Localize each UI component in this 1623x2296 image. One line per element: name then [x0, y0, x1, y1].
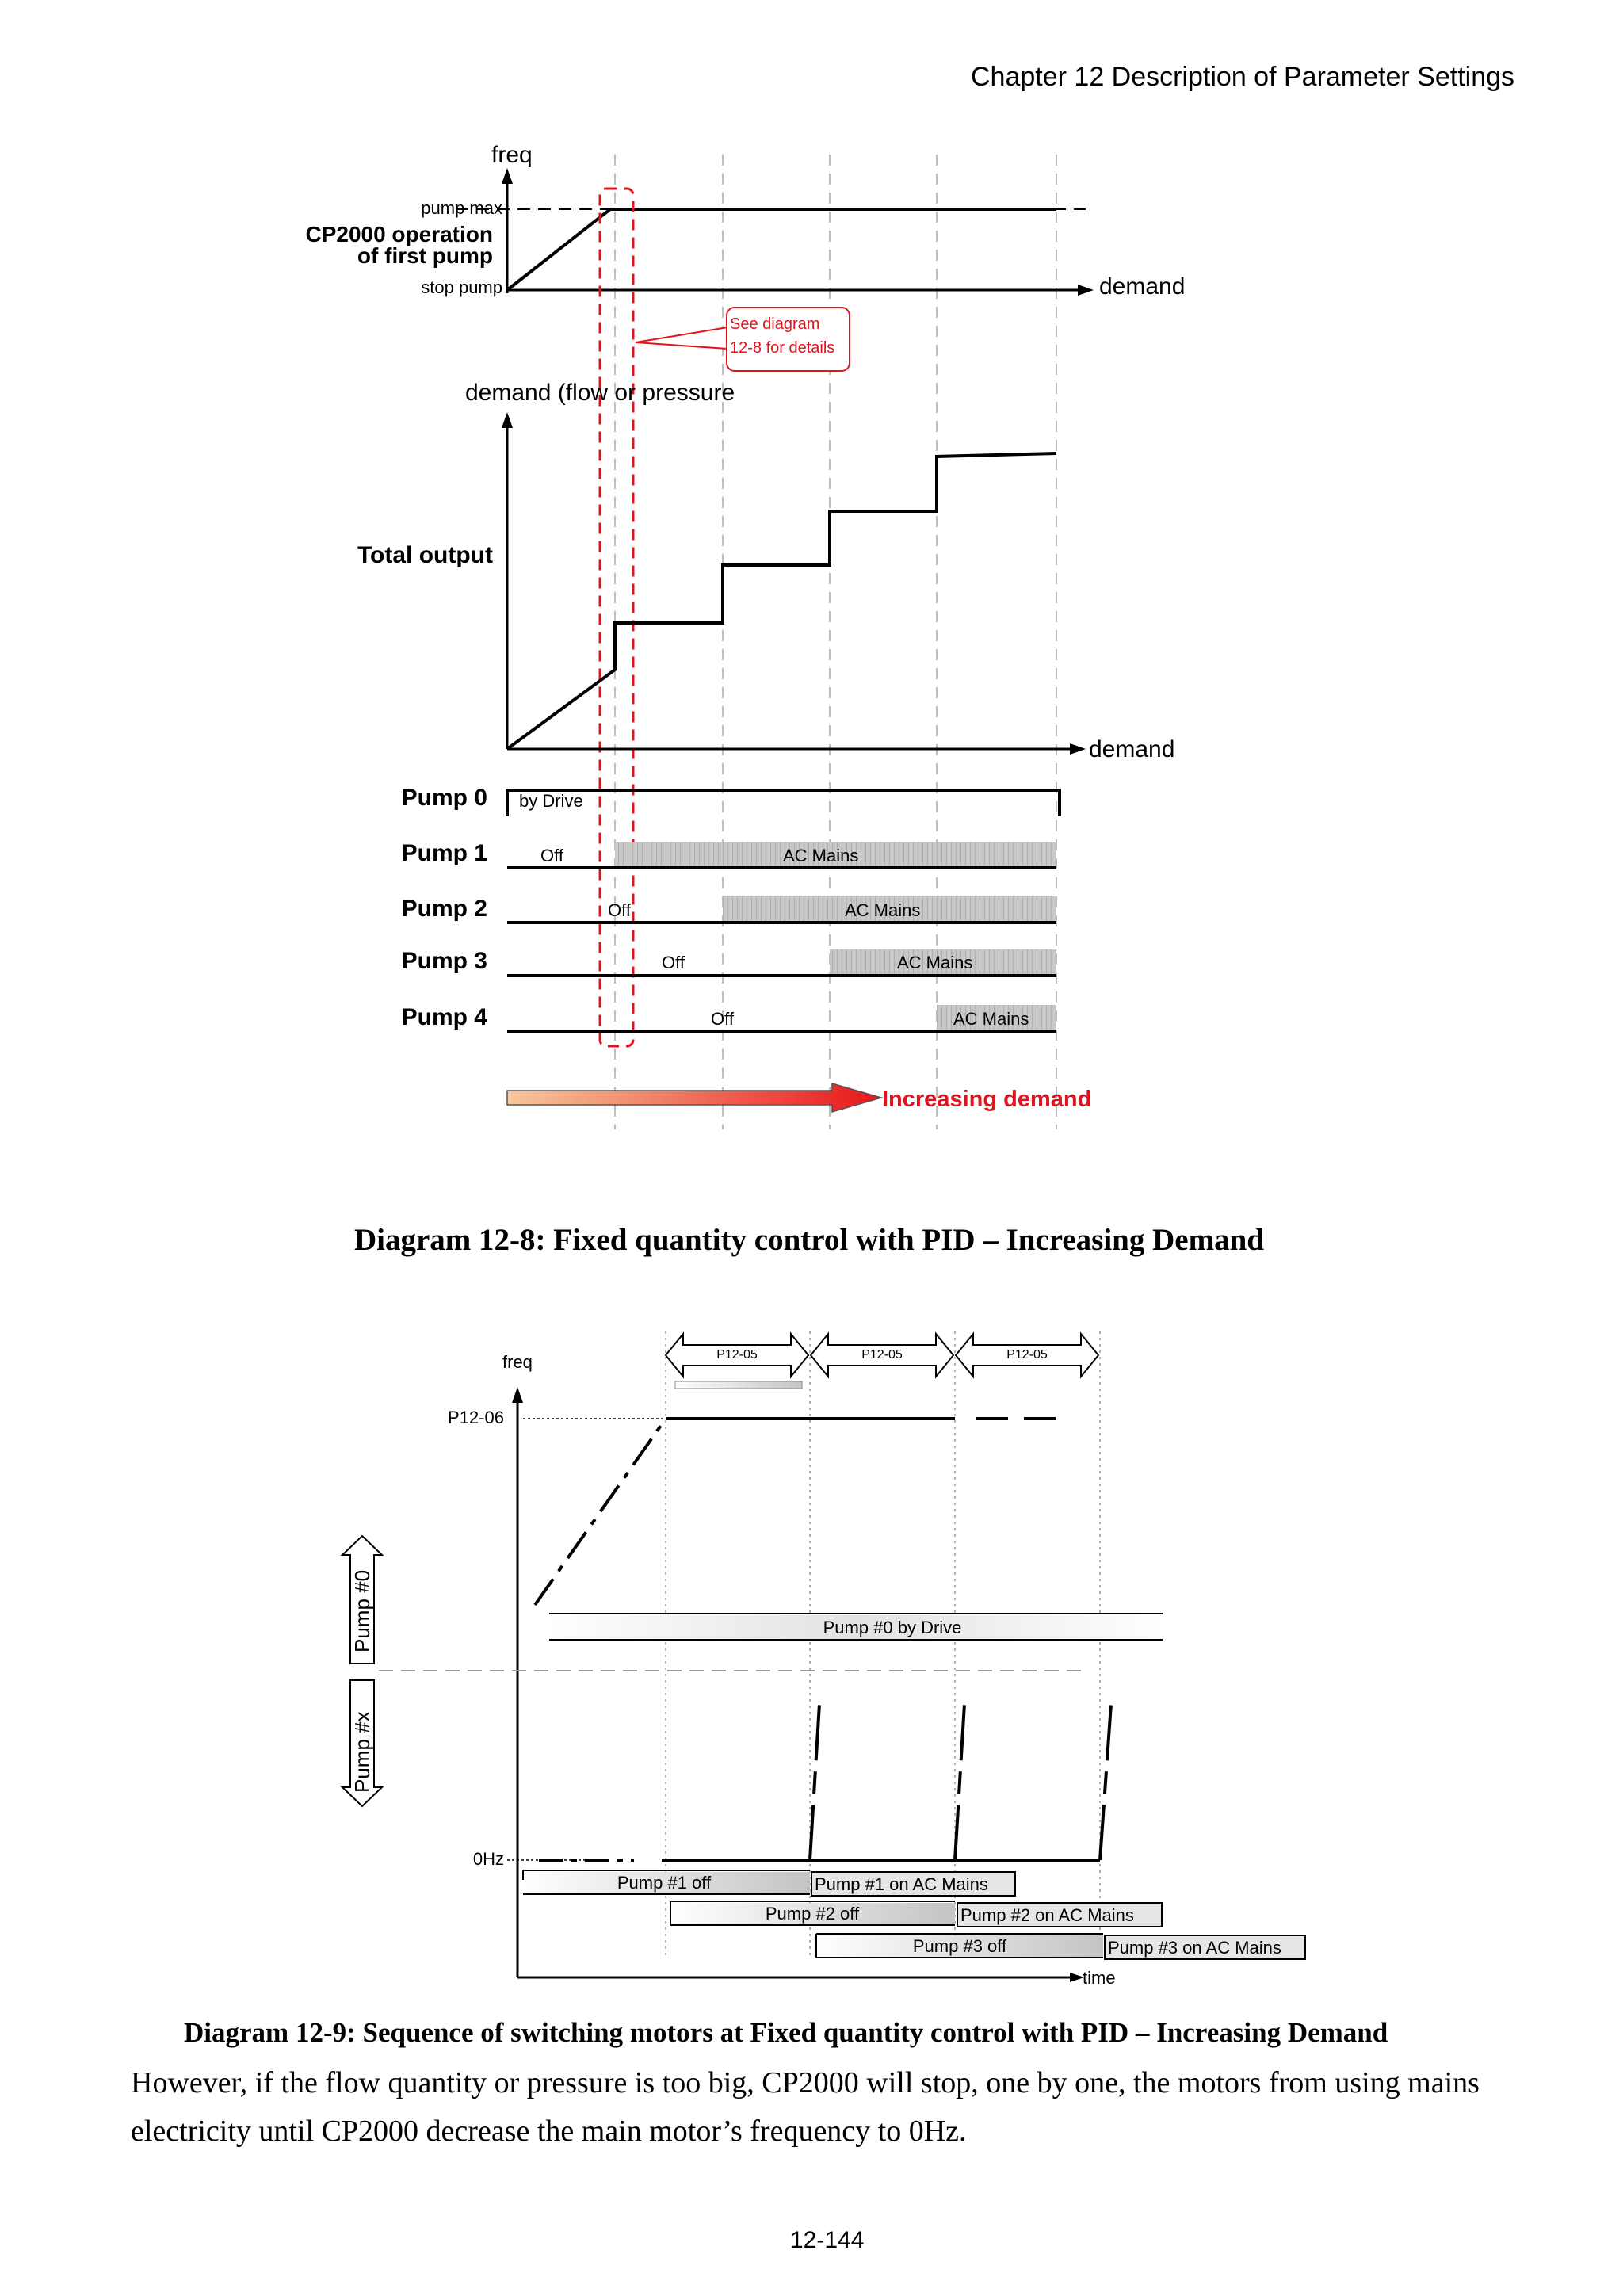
pump-3-mains: AC Mains: [897, 953, 973, 972]
caption-diagram-12-8: Diagram 12-8: Fixed quantity control with PID – Increasing Demand: [354, 1223, 1264, 1257]
pump-3-label: Pump 3: [401, 948, 487, 974]
pump0-side-label: Pump #0: [350, 1569, 374, 1652]
pump-1-mains: AC Mains: [783, 846, 859, 865]
demand-axis-label-top: demand: [1099, 273, 1186, 300]
interval-label-2: P12-05: [861, 1348, 903, 1362]
interval-small-bar: [675, 1381, 802, 1389]
pump-1-label: Pump 1: [401, 840, 487, 866]
pump-4-label: Pump 4: [401, 1004, 487, 1030]
callout-line1: See diagram: [730, 315, 820, 333]
pump-2-mains: AC Mains: [845, 900, 921, 920]
pump-1-off: Off: [540, 846, 563, 865]
freq-axis-12-9-arrowhead: [512, 1387, 523, 1403]
demand-axis-title: demand (flow or pressure: [465, 380, 735, 406]
interval-label-1: P12-05: [716, 1348, 758, 1362]
caption-diagram-12-9: Diagram 12-9: Sequence of switching motors at Fixed quantity control with PID – Increasing Demand: [184, 2017, 1388, 2048]
pump-1-off-label: Pump #1 off: [617, 1873, 712, 1893]
freq-label-12-9: freq: [502, 1352, 533, 1372]
pump-2-off-label: Pump #2 off: [765, 1904, 860, 1924]
increasing-demand-label: Increasing demand: [882, 1087, 1092, 1112]
page-number: 12-144: [790, 2227, 865, 2253]
pump-3-off: Off: [662, 953, 685, 972]
pump-3-off-label: Pump #3 off: [912, 1936, 1007, 1956]
pump-2-bar-row: [670, 1901, 1162, 1927]
pump-3-bar-row: [816, 1934, 1305, 1959]
operation-label-line1: CP2000 operation: [305, 222, 493, 246]
pump-4-mains: AC Mains: [953, 1009, 1029, 1029]
pump-1-mains-label: Pump #1 on AC Mains: [815, 1874, 988, 1894]
time-label: time: [1083, 1968, 1116, 1988]
grid-lines-12-9: [666, 1331, 1100, 1958]
zero-hz-label: 0Hz: [472, 1849, 504, 1869]
pump0-drive-label: Pump #0 by Drive: [823, 1618, 962, 1637]
pump-2-label: Pump 2: [401, 896, 487, 922]
pump-2-mains-label: Pump #2 on AC Mains: [960, 1905, 1134, 1925]
pump-0-label: Pump 0: [401, 785, 487, 811]
pump-0-state: by Drive: [519, 791, 583, 811]
demand-axis-label-bottom: demand: [1089, 736, 1175, 762]
body-paragraph: However, if the flow quantity or pressure is too big, CP2000 will stop, one by one, the motors from using mains electricity until CP2000 decrease the main motor’s frequency to 0Hz.: [131, 2066, 1480, 2148]
operation-label-line2: of first pump: [357, 243, 493, 268]
pump-1-bar-row: [523, 1870, 1015, 1896]
freq-axis-label: freq: [491, 142, 533, 168]
interval-label-3: P12-05: [1006, 1348, 1048, 1362]
callout-line2: 12-8 for details: [730, 339, 835, 357]
p1206-label: P12-06: [448, 1408, 504, 1427]
stop-pump-label: stop pump: [421, 277, 502, 297]
pump-x-freq-trace: [662, 1704, 1111, 1860]
total-output-label: Total output: [357, 542, 493, 568]
pump-3-mains-label: Pump #3 on AC Mains: [1108, 1938, 1281, 1958]
pump-2-off: Off: [608, 900, 631, 920]
pump-max-label: pump max: [421, 198, 502, 218]
chapter-header: Chapter 12 Description of Parameter Settings: [971, 62, 1515, 92]
pump-4-off: Off: [711, 1009, 734, 1029]
pumpx-side-label: Pump #x: [350, 1711, 374, 1793]
ramp-dashdot: [535, 1419, 666, 1605]
